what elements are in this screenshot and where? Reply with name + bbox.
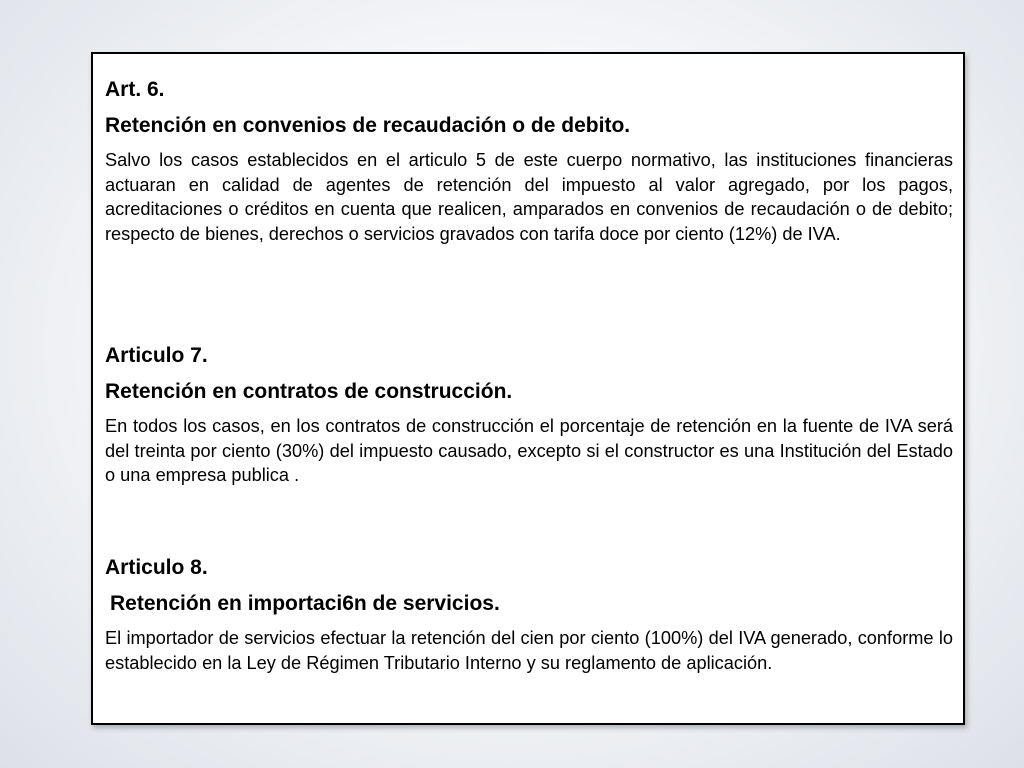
article-8-title: Retención en importaci6n de servicios.: [110, 592, 500, 615]
slide-content-box: [91, 52, 965, 725]
article-7-number: Articulo 7.: [105, 344, 208, 367]
article-7-section: [105, 344, 953, 488]
article-8-body: El importador de servicios efectuar la retención del cien por ciento (100%) del IVA generado, conforme lo establecido en la Ley de Régimen Tributario Interno y su reglamento de aplicación.: [105, 628, 953, 673]
article-6-section: [105, 78, 953, 246]
article-6-title: Retención en convenios de recaudación o de debito.: [105, 114, 631, 137]
article-7-title: Retención en contratos de construcción.: [105, 380, 513, 403]
article-8-section: [105, 556, 953, 675]
article-7-body: En todos los casos, en los contratos de construcción el porcentaje de retención en la fuente de IVA será del treinta por ciento (30%) del impuesto causado, excepto si el constructor es una Institución del Estado o una empresa publica .: [105, 416, 953, 485]
article-6-number: Art. 6.: [105, 78, 165, 101]
article-8-number: Articulo 8.: [105, 556, 208, 579]
article-6-body: Salvo los casos establecidos en el articulo 5 de este cuerpo normativo, las instituciones financieras actuaran en calidad de agentes de retención del impuesto al valor agregado, por los pagos, acreditaciones o créditos en cuenta que realicen, amparados en convenios de recaudación o de debito; respecto de bienes, derechos o servicios gravados con tarifa doce por ciento (12%) de IVA.: [105, 150, 953, 244]
